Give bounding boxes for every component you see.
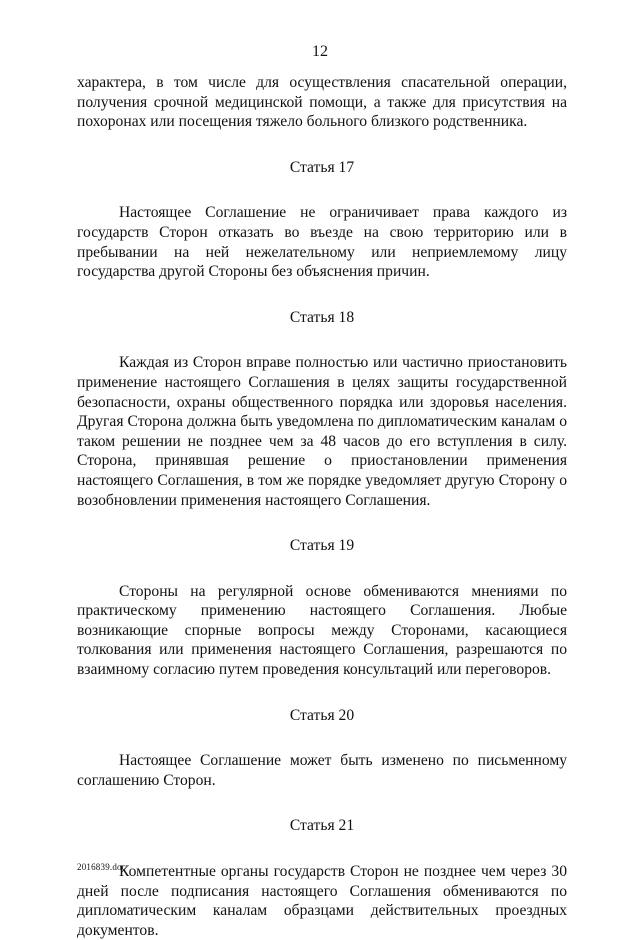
document-body (77, 73, 567, 940)
paragraph-continuation: характера, в том числе для осуществления спасательной операции, получения срочной медицинской помощи, а также для присутствия на похоронах или посещения тяжело больного близкого родственника. (77, 74, 567, 131)
footer-filename: 2016839.doc (77, 862, 126, 872)
article-20-heading: Статья 20 (289, 706, 355, 724)
article-19-heading: Статья 19 (289, 537, 355, 555)
article-21-heading: Статья 21 (289, 817, 355, 835)
page-number: 12 (312, 43, 328, 60)
article-20-paragraph: Настоящее Соглашение может быть изменено по письменному соглашению Сторон. (77, 752, 567, 789)
article-18-heading: Статья 18 (289, 308, 355, 326)
article-17-paragraph: Настоящее Соглашение не ограничивает права каждого из государств Сторон отказать во въезде на свою территорию или в пребывании на ней нежелательному или неприемлемому лицу государства другой Стороны без объяснения причин. (77, 204, 567, 281)
article-21-paragraph: Компетентные органы государств Сторон не позднее чем через 30 дней после подписания настоящего Соглашения обмениваются по дипломатическим каналам образцами действительных проездных документов. (77, 863, 567, 939)
article-17-heading: Статья 17 (289, 158, 355, 176)
article-19-paragraph: Стороны на регулярной основе обмениваются мнениями по практическому применению настоящего Соглашения. Любые возникающие спорные вопросы между Сторонами, касающиеся толкования или применения настоящего Соглашения, разрешаются по взаимному согласию путем проведения консультаций или переговоров. (77, 582, 567, 679)
article-18-paragraph: Каждая из Сторон вправе полностью или частично приостановить применение настоящего Соглашения в целях защиты государственной безопасности, охраны общественного порядка или здоровья населения. Другая Сторона должна быть уведомлена по дипломатическим каналам о таком решении не позднее чем за 48 часов до его вступления в силу. Сторона, принявшая решение о приостановлении применения настоящего Соглашения, в том же порядке уведомляет другую Сторону о возобновлении применения настоящего Соглашения. (77, 354, 567, 509)
